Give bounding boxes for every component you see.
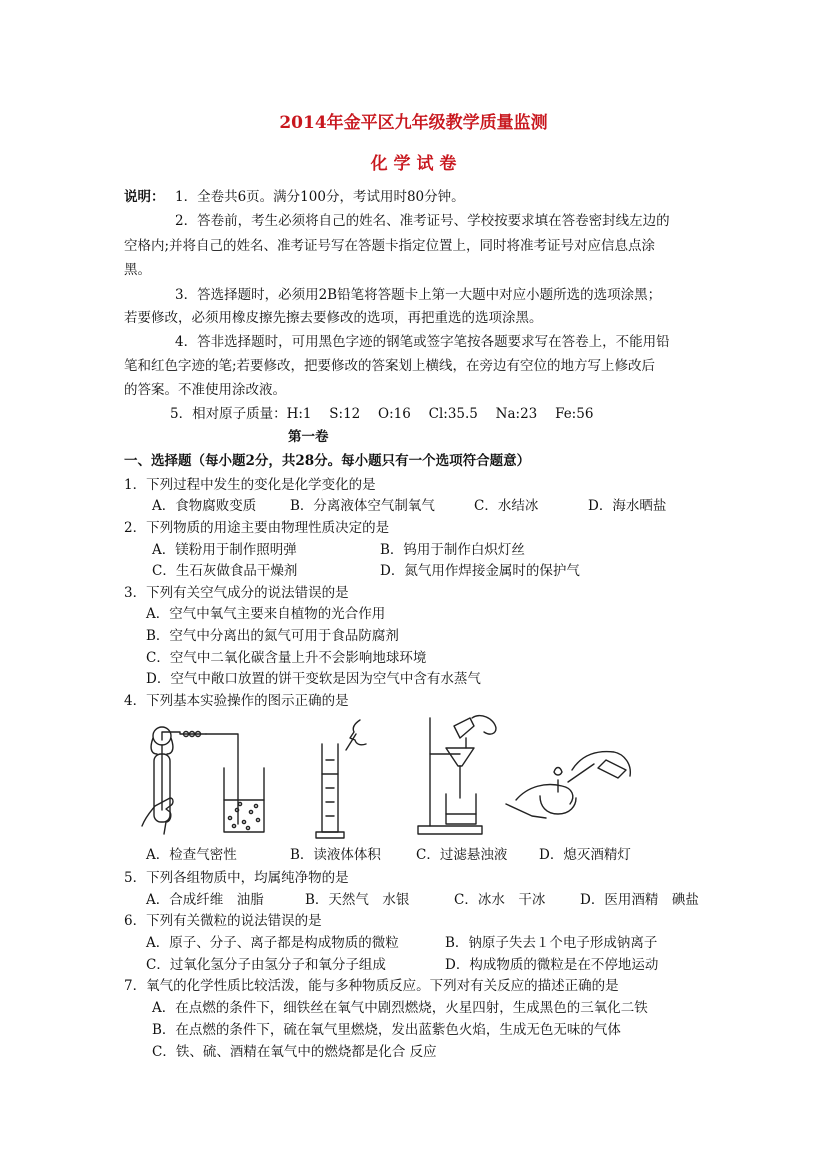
- question-4-option-a: A．检查气密性: [146, 847, 237, 863]
- question-7-option-a: A．在点燃的条件下，细铁丝在氧气中剧烈燃烧，火星四射，生成黑色的三氧化二铁: [152, 1000, 648, 1016]
- question-2-option-c: C．生石灰做食品干燥剂: [152, 563, 298, 579]
- instruction-4-line-3: 的答案。不准使用涂改液。: [124, 382, 286, 398]
- question-3-option-d: D．空气中敞口放置的饼干变软是因为空气中含有水蒸气: [146, 671, 481, 687]
- exam-title: 2014年金平区九年级教学质量监测: [279, 113, 548, 133]
- question-1-option-b: B．分离液体空气制氧气: [290, 498, 435, 514]
- instruction-2-line-2: 空格内;并将自己的姓名、准考证号写在答题卡指定位置上，同时将准考证号对应信息点涂: [124, 238, 656, 254]
- instruction-2-line-3: 黑。: [124, 262, 151, 278]
- question-7-option-c: C．铁、硫、酒精在氧气中的燃烧都是化合 反应: [152, 1044, 437, 1060]
- instruction-4-line-1: 4．答非选择题时，可用黑色字迹的钢笔或签字笔按各题要求写在答卷上，不能用铅: [175, 334, 670, 350]
- question-2-option-d: D．氮气用作焊接金属时的保护气: [380, 563, 580, 579]
- question-1-option-d: D．海水晒盐: [588, 498, 667, 514]
- airtightness-check-illustration: [142, 727, 264, 834]
- extinguish-lamp-illustration: [506, 752, 630, 818]
- instruction-5-atomic-masses: 5．相对原子质量：H:1 S:12 O:16 Cl:35.5 Na:23 Fe:56: [170, 406, 594, 422]
- instruction-2-line-1: 2．答卷前，考生必须将自己的姓名、准考证号、学校按要求填在答卷密封线左边的: [175, 213, 670, 229]
- question-6-option-a: A．原子、分子、离子都是构成物质的微粒: [146, 935, 399, 951]
- instruction-1: 1．全卷共6页。满分100分，考试用时80分钟。: [175, 189, 465, 205]
- instructions-label: 说明：: [124, 189, 165, 205]
- question-2-option-b: B．钨用于制作白炽灯丝: [380, 542, 525, 558]
- question-7-option-b: B．在点燃的条件下，硫在氧气里燃烧，发出蓝紫色火焰，生成无色无味的气体: [152, 1022, 621, 1038]
- question-4-option-b: B．读液体体积: [290, 847, 381, 863]
- part-title: 第一卷: [288, 429, 329, 445]
- question-2-option-a: A．镁粉用于制作照明弹: [152, 542, 297, 558]
- question-4-option-d: D．熄灭酒精灯: [539, 847, 631, 863]
- lab-operations-figure: [140, 714, 640, 840]
- question-3-option-b: B．空气中分离出的氮气可用于食品防腐剂: [146, 628, 399, 644]
- question-5-option-a: A．合成纤维 油脂: [146, 892, 264, 908]
- question-1-stem: 1．下列过程中发生的变化是化学变化的是: [124, 477, 376, 493]
- question-5-stem: 5．下列各组物质中，均属纯净物的是: [124, 870, 349, 886]
- question-1-option-c: C．水结冰: [474, 498, 539, 514]
- question-4-option-c: C．过滤悬浊液: [416, 847, 508, 863]
- filtration-illustration: [418, 716, 496, 834]
- question-1-option-a: A．食物腐败变质: [152, 498, 257, 514]
- question-6-option-c: C．过氧化氢分子由氢分子和氧分子组成: [146, 957, 386, 973]
- question-6-option-b: B．钠原子失去１个电子形成钠离子: [445, 935, 658, 951]
- question-2-stem: 2．下列物质的用途主要由物理性质决定的是: [124, 520, 390, 536]
- section-heading: 一、选择题（每小题2分，共28分。每小题只有一个选项符合题意）: [124, 453, 531, 469]
- instruction-4-line-2: 笔和红色字迹的笔;若要修改，把要修改的答案划上横线，在旁边有空位的地方写上修改后: [124, 358, 656, 374]
- question-6-stem: 6．下列有关微粒的说法错误的是: [124, 913, 322, 929]
- question-5-option-c: C．冰水 干冰: [454, 892, 546, 908]
- question-3-option-a: A．空气中氧气主要来自植物的光合作用: [146, 606, 386, 622]
- read-volume-illustration: [316, 720, 366, 838]
- question-6-option-d: D．构成物质的微粒是在不停地运动: [445, 957, 659, 973]
- instruction-3-line-1: 3．答选择题时，必须用2B铅笔将答题卡上第一大题中对应小题所选的选项涂黑；: [175, 287, 662, 303]
- exam-subtitle: 化 学 试 卷: [370, 154, 457, 174]
- question-5-option-d: D．医用酒精 碘盐: [580, 892, 699, 908]
- question-3-stem: 3．下列有关空气成分的说法错误的是: [124, 585, 349, 601]
- question-5-option-b: B．天然气 水银: [305, 892, 410, 908]
- instruction-3-line-2: 若要修改，必须用橡皮擦先擦去要修改的选项，再把重选的选项涂黑。: [124, 310, 543, 326]
- question-7-stem: 7．氧气的化学性质比较活泼，能与多种物质反应。下列对有关反应的描述正确的是: [124, 978, 619, 994]
- question-4-stem: 4．下列基本实验操作的图示正确的是: [124, 693, 349, 709]
- question-3-option-c: C．空气中二氧化碳含量上升不会影响地球环境: [146, 650, 427, 666]
